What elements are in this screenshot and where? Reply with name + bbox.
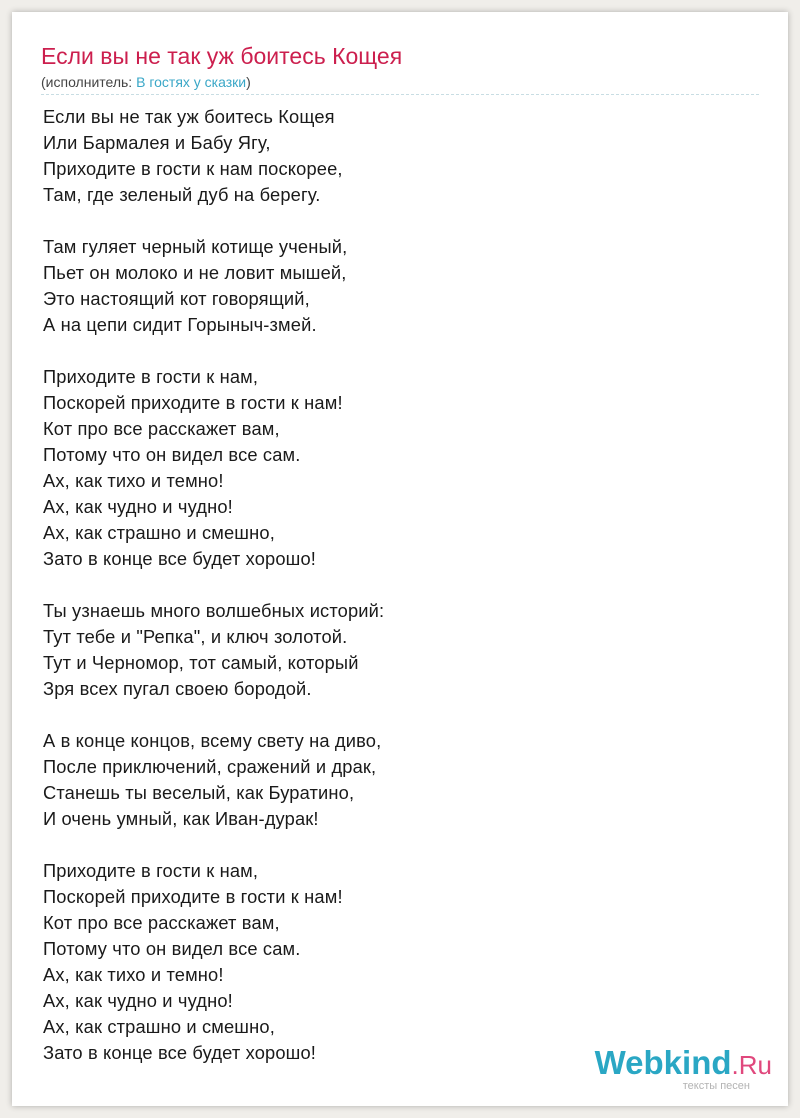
logo-brand: Webkind: [594, 1044, 732, 1081]
lyric-line: Потому что он видел все сам.: [43, 938, 301, 959]
lyric-line: Тут тебе и "Репка", и ключ золотой.: [43, 626, 348, 647]
stanza-gap: [43, 208, 763, 234]
lyric-line: А в конце концов, всему свету на диво,: [43, 730, 382, 751]
artist-line: [41, 73, 251, 91]
lyric-line: Ах, как чудно и чудно!: [43, 990, 233, 1011]
site-watermark: [595, 1046, 772, 1092]
logo-tld: .Ru: [731, 1050, 772, 1080]
stanza: [43, 598, 763, 702]
stanza-gap: [43, 832, 763, 858]
lyric-line: Приходите в гости к нам,: [43, 366, 259, 387]
lyrics-body: [43, 104, 763, 1066]
song-title: Если вы не так уж боитесь Кощея: [41, 43, 403, 69]
artist-suffix: ): [246, 74, 251, 90]
lyric-line: Там гуляет черный котище ученый,: [43, 236, 348, 257]
lyric-line: Там, где зеленый дуб на берегу.: [43, 184, 321, 205]
site-logo: [595, 1046, 772, 1082]
lyric-line: Зато в конце все будет хорошо!: [43, 548, 317, 569]
lyric-line: Поскорей приходите в гости к нам!: [43, 886, 343, 907]
lyric-line: Или Бармалея и Бабу Ягу,: [43, 132, 271, 153]
stanza-gap: [43, 702, 763, 728]
chorus: [43, 364, 763, 572]
logo-tagline: тексты песен: [682, 1080, 750, 1092]
stanza-gap: [43, 338, 763, 364]
lyrics-page: [12, 12, 788, 1106]
lyric-line: Тут и Черномор, тот самый, который: [43, 652, 359, 673]
lyric-line: Приходите в гости к нам,: [43, 860, 259, 881]
lyric-line: Станешь ты веселый, как Буратино,: [43, 782, 355, 803]
artist-prefix: (исполнитель:: [41, 74, 137, 90]
lyric-line: Ты узнаешь много волшебных историй:: [43, 600, 385, 621]
lyric-line: И очень умный, как Иван-дурак!: [43, 808, 319, 829]
lyric-line: Потому что он видел все сам.: [43, 444, 301, 465]
lyric-line: Ах, как страшно и смешно,: [43, 522, 275, 543]
artist-link[interactable]: В гостях у сказки: [136, 74, 247, 90]
lyric-line: Ах, как чудно и чудно!: [43, 496, 233, 517]
lyric-line: Это настоящий кот говорящий,: [43, 288, 310, 309]
stanza: [43, 728, 763, 832]
lyric-line: Кот про все расскажет вам,: [43, 912, 280, 933]
lyric-line: Приходите в гости к нам поскорее,: [43, 158, 343, 179]
lyric-line: После приключений, сражений и драк,: [43, 756, 377, 777]
stanza: [43, 104, 763, 208]
title-divider: [41, 94, 759, 95]
stanza: [43, 234, 763, 338]
lyric-line: Кот про все расскажет вам,: [43, 418, 280, 439]
stanza-gap: [43, 572, 763, 598]
lyric-line: Если вы не так уж боитесь Кощея: [43, 106, 335, 127]
lyric-line: Пьет он молоко и не ловит мышей,: [43, 262, 347, 283]
lyric-line: Ах, как страшно и смешно,: [43, 1016, 275, 1037]
lyric-line: А на цепи сидит Горыныч-змей.: [43, 314, 317, 335]
lyric-line: Поскорей приходите в гости к нам!: [43, 392, 343, 413]
lyric-line: Зря всех пугал своею бородой.: [43, 678, 312, 699]
chorus: [43, 858, 763, 1066]
lyric-line: Ах, как тихо и темно!: [43, 964, 224, 985]
lyric-line: Зато в конце все будет хорошо!: [43, 1042, 317, 1063]
lyric-line: Ах, как тихо и темно!: [43, 470, 224, 491]
